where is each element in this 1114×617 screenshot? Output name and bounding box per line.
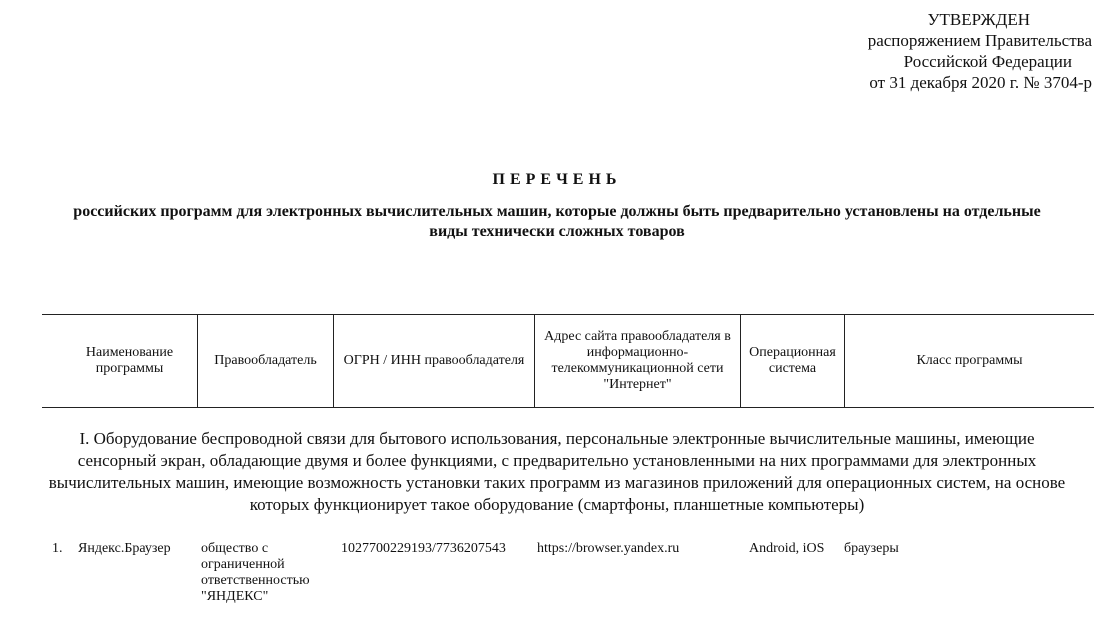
document-title: ПЕРЕЧЕНЬ — [492, 171, 622, 188]
row-class: браузеры — [844, 541, 899, 556]
row-number: 1. — [52, 541, 63, 556]
approval-heading: УТВЕРЖДЕН — [927, 10, 1030, 29]
header-class: Класс программы — [916, 353, 1023, 368]
approval-line-3: от 31 декабря 2020 г. № 3704-р — [869, 73, 1092, 92]
row-owner: общество с ограниченной ответственностью "ЯНДЕКС" — [201, 541, 310, 604]
row-os: Android, iOS — [749, 541, 825, 556]
row-program-name: Яндекс.Браузер — [78, 541, 171, 556]
row-ogrn-inn: 1027700229193/7736207543 — [341, 541, 506, 556]
approval-line-2: Российской Федерации — [903, 52, 1072, 71]
header-program-name: Наименование программы — [42, 315, 198, 407]
table-header — [42, 314, 1094, 408]
approval-block — [792, 9, 1092, 93]
approval-line-1: распоряжением Правительства — [867, 31, 1092, 50]
header-site: Адрес сайта правообладателя в информационно-телекоммуникационной сети "Интернет" — [535, 315, 741, 407]
header-owner: Правообладатель — [198, 315, 334, 407]
row-site: https://browser.yandex.ru — [537, 541, 680, 556]
header-ogrn-inn: ОГРН / ИНН правообладателя — [334, 315, 535, 407]
section-title: I. Оборудование беспроводной связи для бытового использования, персональные электронные вычислительные машины, имеющие сенсорный экран, обладающие двумя и более функциями, с предварительно установленными на них программами для электронных вычислительных машин, имеющие возможность установки таких программ из магазинов приложений для операционных систем, на основе которых функционирует такое оборудование (смартфоны, планшетные компьютеры) — [48, 429, 1066, 514]
header-os: Операционная система — [741, 315, 845, 407]
document-subtitle: российских программ для электронных вычислительных машин, которые должны быть предварительно установлены на отдельные виды технически сложных товаров — [73, 203, 1041, 240]
